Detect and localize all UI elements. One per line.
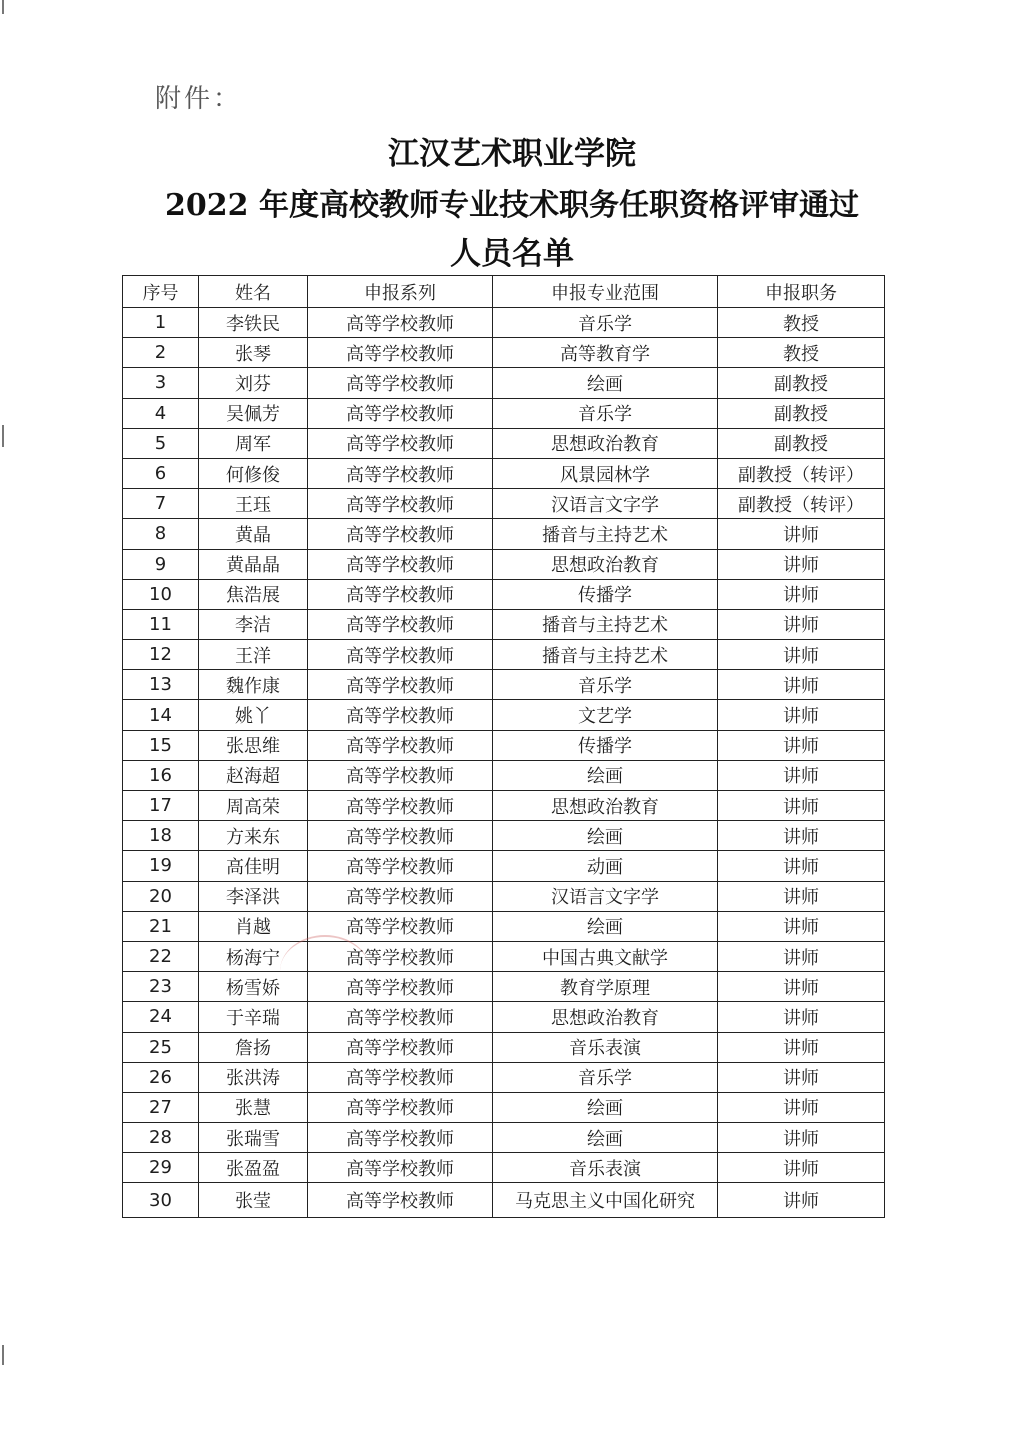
row-specialty: 马克思主义中国化研究 bbox=[493, 1183, 718, 1218]
row-name: 黄晶晶 bbox=[199, 549, 308, 579]
table-row bbox=[123, 730, 885, 760]
row-index: 19 bbox=[123, 851, 199, 881]
row-specialty: 思想政治教育 bbox=[493, 549, 718, 579]
row-position: 讲师 bbox=[718, 640, 885, 670]
row-position: 副教授 bbox=[718, 368, 885, 398]
row-specialty: 高等教育学 bbox=[493, 338, 718, 368]
row-name: 张瑞雪 bbox=[199, 1123, 308, 1153]
row-series: 高等学校教师 bbox=[308, 911, 493, 941]
table-row bbox=[123, 338, 885, 368]
row-position: 讲师 bbox=[718, 1002, 885, 1032]
document-title-line1: 江汉艺术职业学院 bbox=[388, 136, 636, 172]
row-index: 10 bbox=[123, 579, 199, 609]
row-name: 吴佩芳 bbox=[199, 398, 308, 428]
table-row bbox=[123, 791, 885, 821]
row-name: 赵海超 bbox=[199, 760, 308, 790]
row-series: 高等学校教师 bbox=[308, 881, 493, 911]
row-series: 高等学校教师 bbox=[308, 458, 493, 488]
row-position: 讲师 bbox=[718, 791, 885, 821]
row-series: 高等学校教师 bbox=[308, 1123, 493, 1153]
row-index: 20 bbox=[123, 881, 199, 911]
row-specialty: 思想政治教育 bbox=[493, 428, 718, 458]
row-position: 教授 bbox=[718, 308, 885, 338]
row-specialty: 音乐表演 bbox=[493, 1153, 718, 1183]
row-name: 高佳明 bbox=[199, 851, 308, 881]
row-series: 高等学校教师 bbox=[308, 972, 493, 1002]
table-row bbox=[123, 881, 885, 911]
row-position: 副教授（转评） bbox=[718, 458, 885, 488]
table-row bbox=[123, 519, 885, 549]
row-index: 4 bbox=[123, 398, 199, 428]
row-index: 27 bbox=[123, 1092, 199, 1122]
row-index: 7 bbox=[123, 489, 199, 519]
row-name: 李泽洪 bbox=[199, 881, 308, 911]
row-name: 李铁民 bbox=[199, 308, 308, 338]
row-position: 讲师 bbox=[718, 972, 885, 1002]
table-row bbox=[123, 640, 885, 670]
row-name: 魏作康 bbox=[199, 670, 308, 700]
row-position: 讲师 bbox=[718, 760, 885, 790]
row-series: 高等学校教师 bbox=[308, 1002, 493, 1032]
table-row bbox=[123, 579, 885, 609]
scan-edge-mark bbox=[2, 0, 4, 14]
row-series: 高等学校教师 bbox=[308, 730, 493, 760]
row-name: 于辛瑞 bbox=[199, 1002, 308, 1032]
row-specialty: 汉语言文字学 bbox=[493, 881, 718, 911]
row-index: 11 bbox=[123, 609, 199, 639]
table-row bbox=[123, 700, 885, 730]
row-series: 高等学校教师 bbox=[308, 670, 493, 700]
table-row bbox=[123, 1062, 885, 1092]
row-name: 肖越 bbox=[199, 911, 308, 941]
table-header-row bbox=[123, 276, 885, 308]
row-series: 高等学校教师 bbox=[308, 338, 493, 368]
row-position: 讲师 bbox=[718, 700, 885, 730]
table-row bbox=[123, 670, 885, 700]
row-name: 李洁 bbox=[199, 609, 308, 639]
table-row bbox=[123, 760, 885, 790]
table-row bbox=[123, 368, 885, 398]
row-specialty: 动画 bbox=[493, 851, 718, 881]
table-row bbox=[123, 489, 885, 519]
row-index: 6 bbox=[123, 458, 199, 488]
row-series: 高等学校教师 bbox=[308, 821, 493, 851]
row-position: 讲师 bbox=[718, 1183, 885, 1218]
row-series: 高等学校教师 bbox=[308, 579, 493, 609]
row-index: 12 bbox=[123, 640, 199, 670]
table-row bbox=[123, 1002, 885, 1032]
row-name: 张慧 bbox=[199, 1092, 308, 1122]
row-series: 高等学校教师 bbox=[308, 609, 493, 639]
row-series: 高等学校教师 bbox=[308, 1153, 493, 1183]
table-row bbox=[123, 851, 885, 881]
row-index: 30 bbox=[123, 1183, 199, 1218]
row-position: 讲师 bbox=[718, 579, 885, 609]
row-position: 讲师 bbox=[718, 670, 885, 700]
header-series: 申报系列 bbox=[308, 276, 493, 308]
row-specialty: 汉语言文字学 bbox=[493, 489, 718, 519]
row-specialty: 播音与主持艺术 bbox=[493, 519, 718, 549]
row-index: 22 bbox=[123, 941, 199, 971]
row-specialty: 传播学 bbox=[493, 730, 718, 760]
row-specialty: 绘画 bbox=[493, 760, 718, 790]
table-row bbox=[123, 458, 885, 488]
row-position: 副教授（转评） bbox=[718, 489, 885, 519]
row-specialty: 绘画 bbox=[493, 821, 718, 851]
header-specialty: 申报专业范围 bbox=[493, 276, 718, 308]
scan-edge-mark bbox=[2, 1345, 4, 1365]
row-specialty: 教育学原理 bbox=[493, 972, 718, 1002]
row-position: 讲师 bbox=[718, 821, 885, 851]
row-series: 高等学校教师 bbox=[308, 1183, 493, 1218]
row-specialty: 绘画 bbox=[493, 368, 718, 398]
row-index: 14 bbox=[123, 700, 199, 730]
table-row bbox=[123, 428, 885, 458]
row-position: 副教授 bbox=[718, 398, 885, 428]
row-series: 高等学校教师 bbox=[308, 489, 493, 519]
row-series: 高等学校教师 bbox=[308, 308, 493, 338]
row-index: 25 bbox=[123, 1032, 199, 1062]
row-position: 讲师 bbox=[718, 519, 885, 549]
table-body bbox=[123, 308, 885, 1218]
row-index: 3 bbox=[123, 368, 199, 398]
row-position: 讲师 bbox=[718, 941, 885, 971]
table-row bbox=[123, 1032, 885, 1062]
row-specialty: 播音与主持艺术 bbox=[493, 640, 718, 670]
row-index: 18 bbox=[123, 821, 199, 851]
table-row bbox=[123, 308, 885, 338]
table-row bbox=[123, 1092, 885, 1122]
row-name: 何修俊 bbox=[199, 458, 308, 488]
row-index: 16 bbox=[123, 760, 199, 790]
row-index: 24 bbox=[123, 1002, 199, 1032]
table-row bbox=[123, 941, 885, 971]
row-index: 28 bbox=[123, 1123, 199, 1153]
row-series: 高等学校教师 bbox=[308, 519, 493, 549]
scan-edge-mark bbox=[2, 425, 4, 447]
row-specialty: 思想政治教育 bbox=[493, 1002, 718, 1032]
document-title-line2: 2022 年度高校教师专业技术职务任职资格评审通过 bbox=[165, 188, 859, 223]
table-row bbox=[123, 1123, 885, 1153]
row-series: 高等学校教师 bbox=[308, 398, 493, 428]
row-index: 13 bbox=[123, 670, 199, 700]
row-index: 1 bbox=[123, 308, 199, 338]
table-row bbox=[123, 609, 885, 639]
row-index: 23 bbox=[123, 972, 199, 1002]
row-name: 黄晶 bbox=[199, 519, 308, 549]
row-specialty: 音乐学 bbox=[493, 670, 718, 700]
document-title-line3: 人员名单 bbox=[450, 236, 574, 272]
row-name: 王珏 bbox=[199, 489, 308, 519]
row-name: 焦浩展 bbox=[199, 579, 308, 609]
row-specialty: 音乐学 bbox=[493, 1062, 718, 1092]
row-index: 29 bbox=[123, 1153, 199, 1183]
row-series: 高等学校教师 bbox=[308, 1062, 493, 1092]
table-row bbox=[123, 398, 885, 428]
header-name: 姓名 bbox=[199, 276, 308, 308]
row-specialty: 音乐学 bbox=[493, 398, 718, 428]
row-position: 讲师 bbox=[718, 1092, 885, 1122]
row-specialty: 音乐表演 bbox=[493, 1032, 718, 1062]
row-index: 2 bbox=[123, 338, 199, 368]
row-position: 讲师 bbox=[718, 1153, 885, 1183]
row-position: 讲师 bbox=[718, 1032, 885, 1062]
row-specialty: 绘画 bbox=[493, 1123, 718, 1153]
roster-table bbox=[122, 275, 885, 1218]
row-index: 17 bbox=[123, 791, 199, 821]
row-specialty: 风景园林学 bbox=[493, 458, 718, 488]
row-position: 讲师 bbox=[718, 911, 885, 941]
row-specialty: 思想政治教育 bbox=[493, 791, 718, 821]
table-row bbox=[123, 1153, 885, 1183]
header-index: 序号 bbox=[123, 276, 199, 308]
row-position: 讲师 bbox=[718, 549, 885, 579]
row-specialty: 文艺学 bbox=[493, 700, 718, 730]
row-position: 副教授 bbox=[718, 428, 885, 458]
table-row bbox=[123, 1183, 885, 1218]
attachment-label: 附件： bbox=[155, 84, 243, 114]
row-name: 周军 bbox=[199, 428, 308, 458]
row-name: 张思维 bbox=[199, 730, 308, 760]
row-name: 杨海宁 bbox=[199, 941, 308, 971]
row-index: 21 bbox=[123, 911, 199, 941]
row-specialty: 绘画 bbox=[493, 911, 718, 941]
row-position: 讲师 bbox=[718, 881, 885, 911]
row-index: 8 bbox=[123, 519, 199, 549]
row-position: 讲师 bbox=[718, 851, 885, 881]
row-name: 周高荣 bbox=[199, 791, 308, 821]
row-name: 杨雪娇 bbox=[199, 972, 308, 1002]
row-series: 高等学校教师 bbox=[308, 640, 493, 670]
row-series: 高等学校教师 bbox=[308, 549, 493, 579]
row-position: 讲师 bbox=[718, 1062, 885, 1092]
row-name: 张莹 bbox=[199, 1183, 308, 1218]
row-index: 15 bbox=[123, 730, 199, 760]
table-row bbox=[123, 549, 885, 579]
row-name: 张洪涛 bbox=[199, 1062, 308, 1092]
table-row bbox=[123, 821, 885, 851]
row-index: 5 bbox=[123, 428, 199, 458]
row-name: 詹扬 bbox=[199, 1032, 308, 1062]
row-series: 高等学校教师 bbox=[308, 760, 493, 790]
row-index: 26 bbox=[123, 1062, 199, 1092]
row-position: 讲师 bbox=[718, 1123, 885, 1153]
row-position: 讲师 bbox=[718, 609, 885, 639]
row-series: 高等学校教师 bbox=[308, 1032, 493, 1062]
row-specialty: 播音与主持艺术 bbox=[493, 609, 718, 639]
row-series: 高等学校教师 bbox=[308, 941, 493, 971]
row-position: 教授 bbox=[718, 338, 885, 368]
row-name: 张琴 bbox=[199, 338, 308, 368]
header-position: 申报职务 bbox=[718, 276, 885, 308]
row-series: 高等学校教师 bbox=[308, 368, 493, 398]
row-position: 讲师 bbox=[718, 730, 885, 760]
row-name: 姚丫 bbox=[199, 700, 308, 730]
row-series: 高等学校教师 bbox=[308, 700, 493, 730]
row-name: 张盈盈 bbox=[199, 1153, 308, 1183]
row-name: 刘芬 bbox=[199, 368, 308, 398]
row-series: 高等学校教师 bbox=[308, 791, 493, 821]
row-index: 9 bbox=[123, 549, 199, 579]
row-specialty: 音乐学 bbox=[493, 308, 718, 338]
row-specialty: 传播学 bbox=[493, 579, 718, 609]
row-series: 高等学校教师 bbox=[308, 428, 493, 458]
row-series: 高等学校教师 bbox=[308, 851, 493, 881]
row-specialty: 中国古典文献学 bbox=[493, 941, 718, 971]
row-name: 王洋 bbox=[199, 640, 308, 670]
row-specialty: 绘画 bbox=[493, 1092, 718, 1122]
table-row bbox=[123, 972, 885, 1002]
row-series: 高等学校教师 bbox=[308, 1092, 493, 1122]
table-row bbox=[123, 911, 885, 941]
row-name: 方来东 bbox=[199, 821, 308, 851]
